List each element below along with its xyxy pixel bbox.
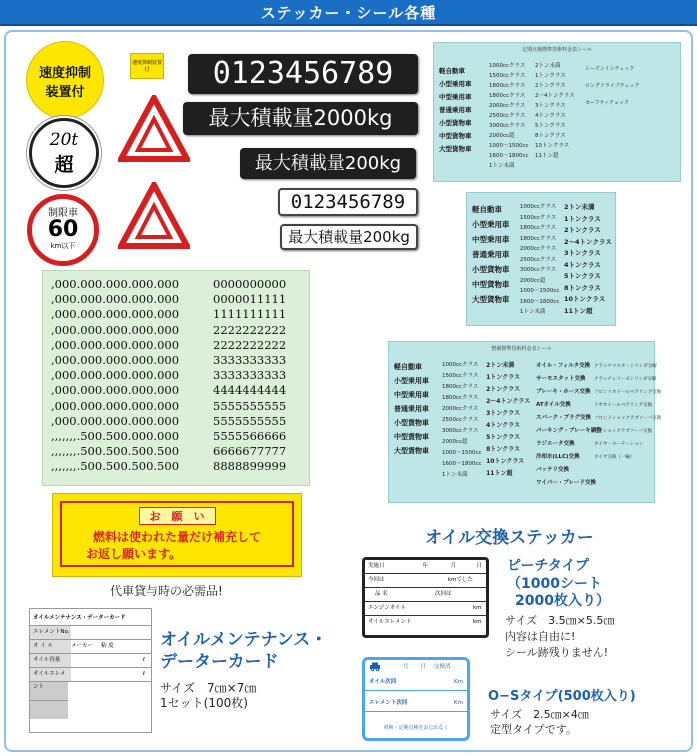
form-year: 年	[422, 563, 428, 569]
rental-note: 代車貸与時の必需品!	[110, 584, 223, 598]
category-label: 小型貨物車	[472, 265, 510, 274]
request-line2: お返し願います。	[86, 547, 182, 561]
panel-c-title: 整備標準技術料金表シール	[491, 346, 552, 352]
service-label: パーキング・ブレーキ調整	[536, 428, 602, 434]
ton-label: 5トンクラス	[564, 272, 601, 280]
panel-a-checks	[585, 61, 675, 171]
data-card-title-2: データーカード	[160, 652, 279, 672]
os-oil-next: オイル次回	[369, 679, 397, 685]
service-label: オイル・フィルタ交換	[536, 363, 591, 369]
os-day: 日	[420, 664, 427, 670]
class-label: 1800ccクラス	[441, 395, 479, 401]
check-label: シーズンインチェック	[585, 66, 635, 72]
weight-value: 20t	[49, 130, 79, 150]
service-label: ラジエータ交換	[536, 441, 575, 447]
number-sticker-sheet	[42, 270, 310, 486]
form-km-was: kmでした	[448, 577, 474, 583]
ton-label: 1トンクラス	[486, 374, 520, 381]
class-label: 3000ccクラス	[519, 267, 557, 273]
peach-note-2: シール跡残りません!	[505, 646, 609, 659]
ton-label: 3トンクラス	[535, 103, 566, 109]
digit-row: 3333333333	[213, 368, 287, 383]
ton-label: 11トン超	[564, 306, 593, 315]
digit-row: 8888899999	[213, 459, 287, 474]
form-next-time: 次回は	[435, 591, 452, 597]
class-label: 1800ccクラス	[519, 235, 557, 242]
service-label: フロントホイールベアリング交換	[594, 390, 662, 395]
weight-over: 超	[54, 154, 74, 176]
category-label: 軽自動車	[439, 67, 465, 75]
panel-c-tons	[486, 360, 536, 490]
number-row: ,000.000.000.000.000	[51, 337, 180, 352]
class-label: 1000ccクラス	[441, 362, 479, 368]
os-done: 交換済	[434, 664, 451, 670]
os-element-next: エレメント次回	[369, 700, 408, 706]
class-label: 2500ccクラス	[489, 113, 526, 119]
service-label: バッテリ交換	[536, 467, 570, 473]
max-load-200-white-text: 最大積載量200kg	[288, 228, 410, 246]
class-label: 1500ccクラス	[519, 214, 557, 221]
digit-row: 2222222222	[213, 337, 287, 352]
os-km-2: Km	[454, 700, 463, 706]
speed-limit-value: 60	[47, 217, 79, 242]
data-card-size: サイズ 7㎝×7㎝	[160, 681, 257, 695]
class-label: 2500ccクラス	[519, 256, 557, 263]
ton-label: 10トンクラス	[535, 143, 570, 149]
category-label: 小型貨物車	[394, 419, 429, 427]
os-month: 月	[403, 664, 409, 670]
ton-label: 2トンクラス	[564, 226, 601, 234]
category-label: 中型乗用車	[472, 235, 510, 244]
digit-row: 5555566666	[213, 429, 287, 444]
class-label: 1600〜1800cc	[441, 461, 482, 467]
panel-c-categories	[394, 360, 442, 490]
digits-plate-white	[278, 188, 418, 216]
number-row: ,000.000.000.000.000	[51, 277, 180, 291]
os-title: O−Sタイプ(500枚入り)	[488, 689, 636, 704]
class-label: 2000cc超	[489, 133, 515, 139]
class-label: 1トン未満	[489, 163, 515, 169]
digits-plate-large	[188, 54, 418, 94]
os-note: 定型タイプです。	[490, 723, 577, 736]
category-label: 小型乗用車	[472, 220, 510, 229]
category-label: 小型乗用車	[394, 377, 429, 385]
max-load-2000-text: 最大積載量2000kg	[208, 106, 393, 130]
category-label: 中型乗用車	[394, 391, 429, 399]
ton-label: 2〜4トンクラス	[564, 237, 612, 246]
speed-limiter-sticker	[26, 41, 104, 119]
class-label: 2000ccクラス	[441, 406, 479, 412]
ton-label: 11トン超	[486, 470, 513, 477]
number-row: ,000.000.000.000.000	[51, 322, 180, 337]
peach-title: ピーチタイプ	[507, 558, 590, 574]
digit-row: 6666677777	[213, 444, 287, 459]
fee-panel-a	[433, 42, 681, 182]
panel-a-classes	[489, 61, 535, 171]
service-label: ワイパー・ブレード交換	[536, 480, 597, 486]
max-load-2000-plate	[183, 102, 418, 135]
category-label: 中型乗用車	[439, 93, 472, 101]
number-row: ,,,,,,,.500.500.000.000	[51, 429, 180, 444]
category-label: 軽自動車	[394, 363, 422, 371]
class-label: 1トン未満	[519, 309, 546, 315]
category-label: 大型貨物車	[439, 145, 472, 153]
category-label: 普通乗用車	[394, 405, 429, 413]
ton-label: 8トンクラス	[564, 283, 601, 292]
service-label: ATオイル交換	[536, 402, 571, 408]
service-label: スパーク・プラグ交換	[536, 415, 592, 421]
max-load-200-text: 最大積載量200kg	[254, 153, 402, 174]
service-label: ブレーキ・ホース交換	[536, 389, 591, 395]
number-sheet-left	[51, 277, 213, 475]
speed-limit-unit: km以下	[50, 242, 76, 250]
service-label: リヤホイールベアリング交換	[594, 403, 653, 408]
number-row: ,000.000.000.000.000	[51, 398, 180, 413]
car-icon	[369, 660, 381, 672]
class-label: 1トン未満	[441, 472, 468, 478]
category-label: 小型乗用車	[439, 80, 472, 88]
peach-qty-2: 2000枚入り）	[515, 593, 610, 609]
category-label: 軽自動車	[472, 205, 502, 214]
ton-label: 11トン超	[535, 153, 559, 159]
panel-a-title: 定期点検標準技術料金表シール	[522, 47, 592, 53]
class-label: 1800ccクラス	[489, 93, 526, 99]
class-label: 2500ccクラス	[441, 417, 479, 423]
category-label: 普通乗用車	[439, 106, 472, 114]
form-oil-element: オイルエレメント	[368, 619, 412, 625]
service-label: フロントショックアブソーバ交換	[594, 416, 662, 421]
card-row-filter: オイルエレメント	[30, 668, 71, 681]
class-label: 2000cc超	[441, 439, 468, 445]
ton-label: 3トンクラス	[564, 249, 601, 257]
class-label: 3000ccクラス	[489, 123, 526, 129]
panel-b-tons	[564, 202, 610, 318]
ton-label: 2〜4トンクラス	[535, 93, 575, 99]
ton-label: 8トンクラス	[486, 446, 520, 453]
speed-limiter-line1: 速度抑制	[38, 66, 91, 81]
ton-label: 5トンクラス	[535, 123, 566, 129]
ton-label: 2トンクラス	[486, 386, 520, 393]
service-label: リヤショックアブソーバ交換	[594, 429, 653, 434]
card-unit-2: ℓ	[142, 671, 145, 677]
category-label: 中型貨物車	[439, 132, 472, 140]
panel-a-tons	[535, 61, 585, 171]
peach-type-form	[362, 557, 489, 638]
request-heading: お 願 い	[139, 507, 216, 525]
ton-label: 4トンクラス	[564, 260, 601, 269]
number-row: ,000.000.000.000.000	[51, 368, 180, 383]
ton-label: 2トンクラス	[535, 83, 566, 89]
form-day: 日	[476, 563, 482, 569]
form-engine-oil: エンジンオイル	[368, 605, 406, 611]
category-label: 普通乗用車	[472, 250, 510, 259]
oil-sticker-heading: オイル交換ステッカー	[425, 528, 594, 548]
weight-20t-sticker	[29, 118, 99, 188]
card-maker: メーカー	[71, 643, 93, 649]
panel-c-classes	[442, 360, 486, 490]
ton-label: 2〜4トンクラス	[486, 398, 531, 405]
service-label: 冷却水(LLC)交換	[536, 454, 580, 460]
class-label: 1000〜1500cc	[441, 450, 482, 456]
speed-limit-sticker	[27, 194, 99, 266]
ton-label: 10トンクラス	[564, 295, 606, 303]
number-row: ,000.000.000.000.000	[51, 292, 180, 307]
card-unit-1: ℓ	[142, 657, 145, 663]
card-row-oil: オ イ ル	[30, 640, 71, 653]
digit-row: 0000011111	[213, 292, 287, 307]
card-row-element-no: エレメントNo.	[30, 626, 71, 639]
class-label: 1000ccクラス	[489, 63, 526, 69]
fuel-request-sticker	[52, 493, 302, 577]
speed-limiter-line2: 装置付	[45, 85, 85, 100]
ton-label: 2トン未満	[486, 362, 515, 369]
category-label: 大型貨物車	[472, 295, 510, 304]
form-this-time: 今回は	[368, 577, 385, 583]
category-label: 大型貨物車	[394, 447, 429, 455]
card-title: オイルメンテナンス・データーカード	[30, 609, 151, 626]
max-load-200-white-plate	[280, 224, 418, 250]
small-label-text: 速度抑制装置付	[131, 60, 162, 73]
number-row: ,000.000.000.000.000	[51, 413, 180, 428]
form-month: 月	[450, 563, 456, 569]
number-row: ,000.000.000.000.000	[51, 307, 180, 322]
class-label: 1600〜1800cc	[519, 298, 560, 305]
digit-row: 5555555555	[213, 398, 287, 413]
service-label: クラッチマスタ・シリンダ分解	[594, 364, 657, 369]
digit-row: 4444444444	[213, 383, 287, 398]
class-label: 1800ccクラス	[489, 83, 526, 89]
service-label: タイヤ交換（一輪）	[594, 455, 635, 460]
ton-label: 4トンクラス	[486, 422, 520, 429]
peach-size: サイズ 3.5㎝×5.5㎝	[505, 614, 615, 627]
number-row: ,000.000.000.000.000	[51, 353, 180, 368]
check-label: セーフティチェック	[585, 100, 630, 106]
class-label: 2000ccクラス	[489, 103, 526, 109]
class-label: 1000〜1500cc	[519, 288, 560, 294]
form-km-1: km	[473, 605, 482, 611]
peach-qty: （1000シート	[507, 576, 602, 592]
panel-c-services	[536, 360, 602, 490]
ton-label: 2トン未満	[564, 203, 595, 211]
ton-label: 2トン未満	[535, 63, 561, 69]
class-label: 2000cc超	[519, 277, 546, 284]
warning-triangle-icon	[118, 182, 190, 250]
panel-c-services2	[594, 360, 662, 490]
class-label: 1800ccクラス	[519, 225, 557, 231]
ton-label: 3トンクラス	[486, 410, 520, 417]
digit-row: 5555555555	[213, 413, 287, 428]
panel-b-classes	[520, 202, 564, 318]
form-item-name: 品 名	[375, 591, 388, 597]
header-bar	[0, 0, 697, 26]
check-label: ロングドライブチェック	[585, 83, 640, 89]
ton-label: 1トンクラス	[564, 214, 601, 223]
warning-triangle-icon	[118, 95, 190, 163]
panel-b-categories	[472, 202, 520, 318]
ton-label: 8トンクラス	[535, 133, 566, 139]
card-viscosity: 粘 度	[101, 643, 114, 649]
number-row: ,000.000.000.000.000	[51, 383, 180, 398]
fee-panel-b	[466, 192, 616, 326]
number-row: ,,,,,,,.500.500.500.500	[51, 459, 180, 474]
os-footer: 車検・定期点検をお忘れなく	[383, 725, 449, 731]
class-label: 1800ccクラス	[441, 384, 479, 390]
digit-row: 1111111111	[213, 307, 287, 322]
fee-panel-c	[388, 341, 662, 503]
os-size: サイズ 2.5㎝×4㎝	[490, 708, 589, 721]
form-date-label: 実施日	[368, 563, 385, 569]
class-label: 3000ccクラス	[441, 428, 479, 434]
digit-row: 3333333333	[213, 353, 287, 368]
peach-note-1: 内容は自由に!	[505, 630, 576, 643]
service-label: タイヤ・ローテーション	[594, 442, 644, 447]
digits-white-text: 0123456789	[290, 191, 406, 213]
small-speed-label	[130, 53, 164, 79]
os-km-1: Km	[454, 679, 463, 685]
speed-limit-top: 制限車	[48, 208, 78, 219]
max-load-200-plate	[240, 148, 416, 179]
digit-row: 2222222222	[213, 322, 287, 337]
class-label: 1000ccクラス	[519, 204, 557, 210]
os-type-form	[362, 657, 470, 741]
oil-data-card	[29, 608, 152, 733]
class-label: 1500ccクラス	[489, 73, 526, 79]
panel-a-categories	[439, 65, 489, 171]
service-label: サーモスタット交換	[536, 376, 586, 382]
form-km-2: km	[473, 619, 482, 625]
page-title: ステッカー・シール各種	[260, 4, 437, 22]
ton-label: 10トンクラス	[486, 458, 525, 465]
ton-label: 4トンクラス	[535, 113, 566, 119]
category-label: 小型貨物車	[439, 119, 472, 127]
class-label: 2000ccクラス	[519, 246, 557, 252]
digit-row: 0000000000	[213, 277, 287, 291]
digits-large-text: 0123456789	[212, 56, 394, 91]
service-label: クラッチレリーズシリンダ分解	[594, 377, 657, 382]
request-line1: 燃料は使われた量だけ補充して	[92, 530, 261, 544]
number-row: ,,,,,,,.500.500.500.500	[51, 444, 180, 459]
data-card-title-1: オイルメンテナンス・	[160, 630, 328, 650]
category-label: 中型貨物車	[472, 280, 510, 289]
ton-label: 5トンクラス	[486, 434, 520, 441]
card-row-capacity: オイル容量	[30, 654, 71, 667]
data-card-set: 1セット(100枚)	[160, 696, 248, 710]
class-label: 1000〜1500cc	[489, 143, 529, 149]
ton-label: 1トンクラス	[535, 73, 566, 79]
category-label: 中型貨物車	[394, 433, 429, 441]
class-label: 1500ccクラス	[441, 373, 479, 379]
class-label: 1600〜1800cc	[489, 153, 529, 159]
number-sheet-right	[213, 277, 286, 475]
